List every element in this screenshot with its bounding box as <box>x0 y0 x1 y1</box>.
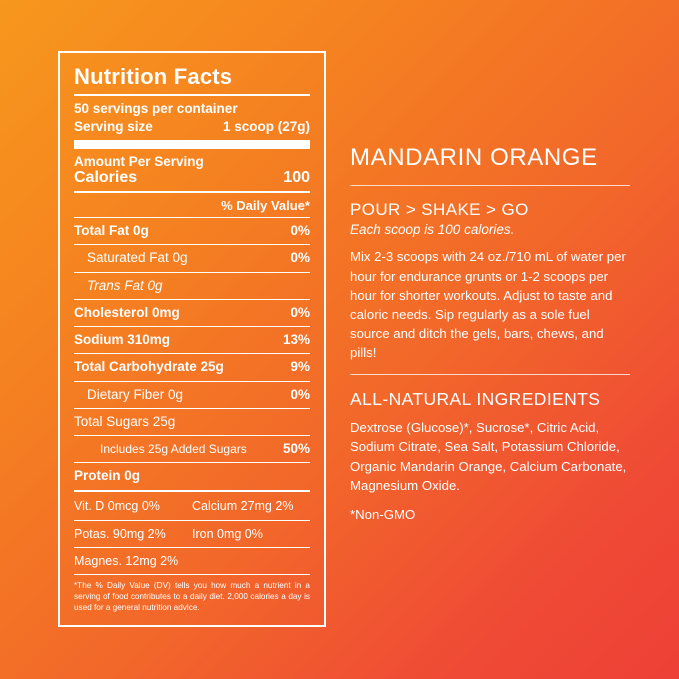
micronutrient-row <box>74 496 310 516</box>
nutrient-label: Total Carbohydrate 25g <box>74 359 224 375</box>
nutrient-value: 0% <box>290 223 310 239</box>
nutrient-label: Sodium 310mg <box>74 332 171 348</box>
nutrient-row <box>74 303 310 323</box>
serving-size-value: 1 scoop (27g) <box>222 118 310 134</box>
divider <box>74 435 310 436</box>
non-gmo-note: *Non-GMO <box>350 506 416 522</box>
serving-size-row <box>74 118 310 136</box>
nutrient-label: Total Sugars 25g <box>74 413 176 429</box>
micronutrient-left: Vit. D 0mcg 0% <box>74 499 160 514</box>
micronutrient-right: Iron 0mg 0% <box>192 526 263 541</box>
divider <box>74 462 310 463</box>
flavor-title: MANDARIN ORANGE <box>350 144 598 171</box>
ingredients-text: Dextrose (Glucose)*, Sucrose*, Citric Acid, Sodium Citrate, Sea Salt, Potassium Chloride, Organic Mandarin Orange, Calcium Carbonate, Magnesium Oxide. <box>350 420 627 493</box>
nutrient-label: Dietary Fiber 0g <box>87 386 184 402</box>
calories-value: 100 <box>283 169 310 187</box>
divider <box>74 547 310 548</box>
divider <box>74 353 310 354</box>
daily-value-header: % Daily Value* <box>221 198 310 214</box>
calories-row <box>74 169 310 187</box>
calories-label: Calories <box>74 169 138 187</box>
divider <box>74 326 310 327</box>
ingredients-title: ALL-NATURAL INGREDIENTS <box>350 389 601 410</box>
nutrient-value: 0% <box>290 386 310 402</box>
nutrient-label: Total Fat 0g <box>74 223 149 239</box>
divider <box>74 490 310 492</box>
thick-divider <box>74 140 310 149</box>
nutrient-value: 0% <box>290 250 310 266</box>
micronutrient-row <box>74 524 310 544</box>
amount-per-serving-label: Amount Per Serving <box>74 154 204 170</box>
nutrient-value: 0% <box>290 304 310 320</box>
divider <box>74 520 310 521</box>
divider <box>74 408 310 409</box>
nutrition-facts-panel <box>58 51 326 627</box>
serving-size-label: Serving size <box>74 118 153 134</box>
nutrient-value: 50% <box>282 440 310 456</box>
divider <box>74 381 310 382</box>
divider <box>74 191 310 193</box>
nutrient-row <box>74 439 310 459</box>
divider <box>74 574 310 575</box>
section-divider <box>350 374 630 375</box>
section-divider <box>350 185 630 186</box>
nutrient-row <box>74 412 310 432</box>
tagline: POUR > SHAKE > GO <box>350 200 529 220</box>
product-info-column <box>350 145 630 522</box>
nutrient-label: Cholesterol 0mg <box>74 304 180 320</box>
nutrient-row <box>74 385 310 405</box>
divider <box>74 94 310 96</box>
directions-text: Mix 2-3 scoops with 24 oz./710 mL of water per hour for endurance grunts or 1-2 scoops per hour for shorter workouts. Adjust to taste and caloric needs. Sip regularly as a sole fuel source and ditch the gels, bars, chews, and pills! <box>350 249 626 361</box>
nutrient-row <box>74 466 310 486</box>
nutrient-row <box>74 221 310 241</box>
daily-value-footnote: *The % Daily Value (DV) tells you how much a nutrient in a serving of food contributes to a daily diet. 2,000 calories a day is used for a general nutrition advice. <box>74 580 310 612</box>
micronutrient-right: Calcium 27mg 2% <box>192 499 294 514</box>
nutrient-row <box>74 357 310 377</box>
divider <box>74 299 310 300</box>
nutrient-label: Includes 25g Added Sugars <box>100 441 247 456</box>
nutrient-label: Saturated Fat 0g <box>87 250 188 266</box>
nutrient-value: 9% <box>290 359 310 375</box>
micronutrient-left: Potas. 90mg 2% <box>74 526 166 541</box>
micronutrient-right <box>192 552 310 570</box>
nutrient-label: Trans Fat 0g <box>87 277 163 293</box>
nutrient-value: 13% <box>282 332 310 348</box>
micronutrient-left: Magnes. 12mg 2% <box>74 553 179 568</box>
nutrient-row <box>74 276 310 296</box>
nutrient-row <box>74 330 310 350</box>
micronutrient-row <box>74 551 310 571</box>
nutrition-facts-title: Nutrition Facts <box>74 64 233 89</box>
servings-per-container: 50 servings per container <box>74 101 238 117</box>
divider <box>74 272 310 273</box>
divider <box>74 217 310 218</box>
subtagline: Each scoop is 100 calories. <box>350 222 515 238</box>
nutrient-label: Protein 0g <box>74 468 141 484</box>
nutrient-row <box>74 248 310 268</box>
divider <box>74 244 310 245</box>
